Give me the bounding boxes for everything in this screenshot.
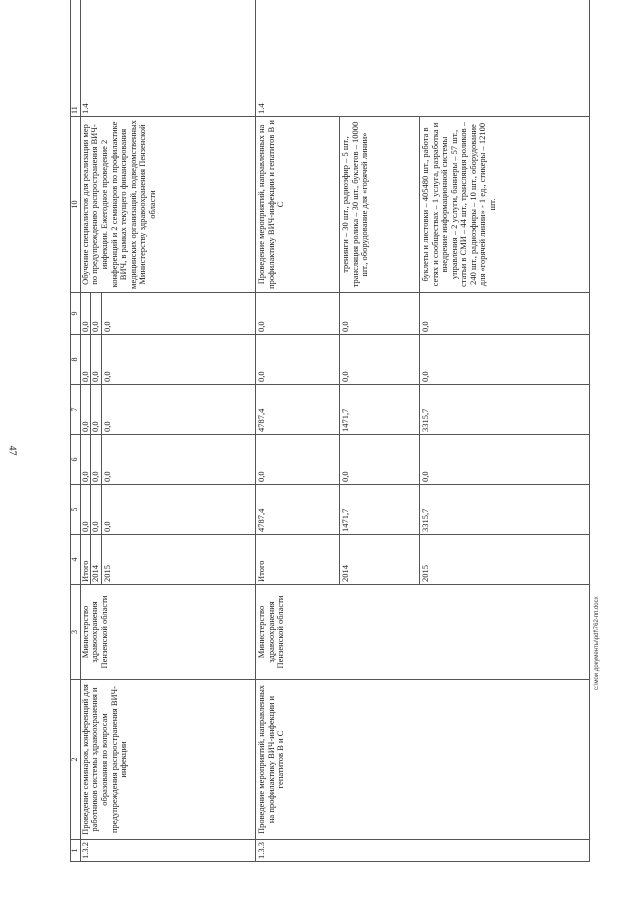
- col-header: 9: [71, 293, 81, 335]
- row-name: Проведение мероприятий, направленных на профилактику ВИЧ-инфекции и гепатитов В и С: [255, 680, 589, 840]
- cell-value: 0,0: [80, 385, 91, 435]
- col-header: 4: [71, 535, 81, 585]
- header-row: [71, 0, 81, 862]
- year-label: 2014: [339, 535, 419, 585]
- cell-value: 4787,4: [255, 385, 339, 435]
- cell-value: 0,0: [339, 335, 419, 385]
- cell-value: 0,0: [80, 335, 91, 385]
- cell-value: 0,0: [255, 335, 339, 385]
- program-table: [70, 0, 590, 862]
- cell-value: 0,0: [419, 335, 589, 385]
- col-header: 3: [71, 585, 81, 680]
- row-result: Проведение мероприятий, направленных на профилактику ВИЧ-инфекции и гепатитов В и С: [255, 117, 339, 293]
- year-label: Итого: [255, 535, 339, 585]
- col-header: 10: [71, 117, 81, 293]
- col-header: 5: [71, 485, 81, 535]
- row-executor: Министерство здравоохранения Пензенской области: [255, 585, 589, 680]
- row-indicator: 1.4: [255, 0, 589, 117]
- row-result: тренинги – 30 шт., радиоэфир – 5 шт., трансляция ролика – 30 шт., буклетов – 10000 шт., оборудование для «горячей линии»: [339, 117, 419, 293]
- row-name: Проведение семинаров, конференций для работников системы здравоохранения и образования по вопросам предупреждения распространения ВИЧ-инфекции: [80, 680, 255, 840]
- cell-value: 1471,7: [339, 485, 419, 535]
- file-path-footer: c:\мои документы\pdf\762-пп.docx: [594, 596, 600, 690]
- cell-value: 0,0: [101, 435, 255, 485]
- cell-value: 0,0: [101, 485, 255, 535]
- col-header: 7: [71, 385, 81, 435]
- row-id: 1.3.3: [255, 840, 589, 862]
- cell-value: 1471,7: [339, 385, 419, 435]
- cell-value: 0,0: [419, 293, 589, 335]
- row-id: 1.3.2: [80, 840, 255, 862]
- row-result: Обучение специалистов для реализации мер по предупреждению распространения ВИЧ-инфекции. Ежегодное проведение 2 конференций и 2 семинаров по профилактике ВИЧ, в рамках текущего финансирования медицинских организаций, подведомственных Министерству здравоохранения Пензенской области: [80, 117, 255, 293]
- cell-value: 3315,7: [419, 385, 589, 435]
- cell-value: 0,0: [91, 485, 102, 535]
- row-result: буклеты и листовки – 405480 шт., работа в сетях и сообществах – 1 услуга, разработка и внедрение информационной системы управления – 2 услуги, баннеры – 57 шт., статьи в СМИ – 44 шт., трансляция роликов – 240 шт., радиоэфиры – 10 шт., оборудование для «горячей линии» - 1 ед., стикеры – 12100 шт.: [419, 117, 589, 293]
- row-executor: Министерство здравоохранения Пензенской области: [80, 585, 255, 680]
- cell-value: 0,0: [101, 293, 255, 335]
- cell-value: 0,0: [91, 293, 102, 335]
- table-row: [80, 0, 91, 862]
- col-header: 1: [71, 840, 81, 862]
- col-header: 6: [71, 435, 81, 485]
- col-header: 8: [71, 335, 81, 385]
- cell-value: 0,0: [91, 385, 102, 435]
- year-label: 2014: [91, 535, 102, 585]
- year-label: Итого: [80, 535, 91, 585]
- year-label: 2015: [419, 535, 589, 585]
- cell-value: 0,0: [255, 293, 339, 335]
- cell-value: 0,0: [419, 435, 589, 485]
- cell-value: 0,0: [80, 293, 91, 335]
- cell-value: 0,0: [80, 485, 91, 535]
- cell-value: 0,0: [80, 435, 91, 485]
- cell-value: 3315,7: [419, 485, 589, 535]
- cell-value: 0,0: [339, 293, 419, 335]
- col-header: 2: [71, 680, 81, 840]
- cell-value: 0,0: [339, 435, 419, 485]
- cell-value: 4787,4: [255, 485, 339, 535]
- page-number: 47: [6, 445, 18, 456]
- cell-value: 0,0: [255, 435, 339, 485]
- row-indicator: 1.4: [80, 0, 255, 117]
- year-label: 2015: [101, 535, 255, 585]
- cell-value: 0,0: [91, 335, 102, 385]
- rotated-table-container: [70, 17, 635, 862]
- cell-value: 0,0: [91, 435, 102, 485]
- col-header: 11: [71, 0, 81, 117]
- cell-value: 0,0: [101, 335, 255, 385]
- cell-value: 0,0: [101, 385, 255, 435]
- table-row: [255, 0, 339, 862]
